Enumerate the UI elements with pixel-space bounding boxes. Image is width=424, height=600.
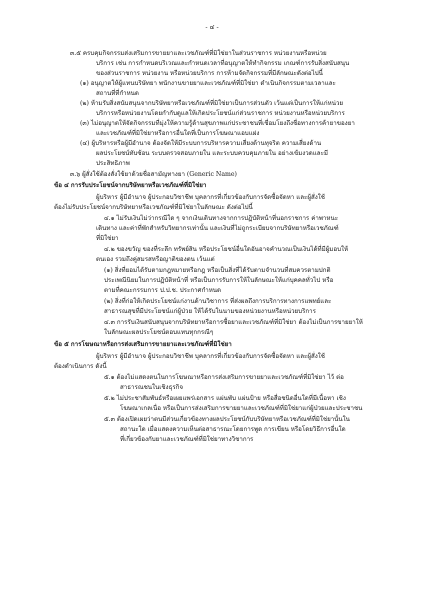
clause-5-1-line-2: สาธารณชนในเชิงธุรกิจ [120,384,184,391]
clause-3-5-line-2: บริการ เช่น การกำหนดบริเวณและกำหนดเวลาที่อนุญาตให้ทำกิจกรรม เกณฑ์การรับสิ่งสนับสนุน [96,60,350,67]
section-5-intro-line-2: ต้องดำเนินการ ดังนี้ [54,363,107,370]
clause-3-5-line-3: ของส่วนราชการ หน่วยงาน หรือหน่วยบริการ การห้ามจัดกิจกรรมที่มีลักษณะดังต่อไปนี้ [96,70,323,77]
clause-4-1-line-1: ๔.๑ ไม่รับเงินไม่ว่ากรณีใด ๆ จากเงินเดินทางจากการปฏิบัติหน้าที่นอกราชการ ค่าพาหนะ [104,215,339,222]
clause-4-3-line-1: ๔.๓ การรับเงินสนับสนุนจากบริษัทยาหรือการซื้อยาและเวชภัณฑ์ที่มิใช่ยา ต้องไม่เป็นการขายยาให้ [104,319,363,326]
clause-5-3-line-1: ๕.๓ ต้องเปิดเผยว่าตนมีส่วนเกี่ยวข้องทางผลประโยชน์กับบริษัทยาหรือเวชภัณฑ์ที่มิใช่ยานั้นใน [104,416,350,423]
clause-4-1-line-2: เดินทาง และค่าที่พักสำหรับวิทยากรเท่านั้น และเงินที่ไม่ถูกระเบียบจากบริษัทยาหรือเวชภัณฑ์ [96,225,339,232]
clause-3-5-item-3-line-1: (๓) ไม่อนุญาตให้จัดกิจกรรมที่มุ่งให้ความรู้ด้านสุขภาพแก่ประชาชนที่เชื่อมโยงถึงชื่อทางการค้ายาของยา [80,120,355,127]
clause-4-2-item-1-line-2: ประเพณีนิยมในการปฏิบัติหน้าที่ หรือเป็นการรับการให้ในลักษณะให้แก่บุคคลทั่วไป หรือ [104,277,334,284]
clause-3-6: ๓.๖ ผู้สั่งใช้ต้องสั่งใช้ยาด้วยชื่อสามัญทางยา (Generic Name) [70,171,237,178]
section-4-intro-line-1: ผู้บริหาร ผู้มีอำนาจ ผู้ประกอบวิชาชีพ บุคลากรที่เกี่ยวข้องกับการจัดซื้อจัดหา และผู้สั่งใช้ [96,194,325,201]
clause-3-5-item-4-line-2: ผลประโยชน์ทับซ้อน ระบบตรวจสอบภายใน และระบบควบคุมภายใน อย่างเข้มงวดและมี [96,150,328,157]
clause-4-2-item-2-line-2: สาธารณสุขที่มีประโยชน์แก่ผู้ป่วย ให้ได้รับในนามของหน่วยงานหรือหน่วยบริการ [104,308,316,315]
clause-4-2-line-2: ตนเอง รวมถึงคู่สมรสหรือญาติของตน เว้นแต่ [96,256,215,263]
section-5-title: ข้อ ๕ การโฆษณาหรือการส่งเสริมการขายยาและเวชภัณฑ์ที่มิใช่ยา [54,341,232,348]
clause-5-2-line-2: โฆษณาเกลเนื่อ หรือเป็นการส่งเสริมการขายยาและเวชภัณฑ์ที่มิใช่ยาแก่ผู้ป่วยและประชาชน [120,405,363,412]
clause-3-5-item-1-line-2: สถานที่ที่กำหนด [96,90,139,97]
clause-3-5-line-1: ๓.๕ ครบคุมกิจกรรมส่งเสริมการขายยาและเวชภัณฑ์ที่มิใช่ยาในส่วนราชการ หน่วยงานหรือหน่วย [70,50,327,57]
clause-4-3-line-2: ในลักษณะผลประโยชน์ตอบแทนทุกกรณีๆ [104,329,214,336]
clause-5-3-line-3: ที่เกี่ยวข้องกับยาและเวชภัณฑ์ที่มิใช่ยาทางวิชาการ [120,436,254,443]
clause-3-5-item-1-line-1: (๑) อนุญาตให้ผู้แทนบริษัทยา พนักงานขายยาและเวชภัณฑ์ที่มิใช่ยา ดำเนินกิจกรรมตามเวลาและ [80,80,336,87]
clause-3-5-item-2-line-1: (๒) ห้ามรับสิ่งสนับสนุนจากบริษัทยาหรือเวชภัณฑ์ที่มิใช่ยาเป็นการส่วนตัว เว้นแต่เป็นการให้แก่หน่วย [80,100,344,107]
clause-5-1-line-1: ๕.๑ ต้องไม่แสดงตนในการโฆษณาหรือการส่งเสริมการขายยาและเวชภัณฑ์ที่มิใช่ยา ไว้ ต่อ [104,374,344,381]
clause-4-2-line-1: ๔.๒ ของขวัญ ของที่ระลึก ทรัพย์สิน หรือประโยชน์อื่นใดอันอาจคำนวณเป็นเงินได้ที่มีผู้มอบให้ [104,246,349,253]
clause-3-5-item-2-line-2: บริการหรือหน่วยงานโดยกำกับดูแลให้เกิดประโยชน์แก่ส่วนราชการ หน่วยงานหรือหน่วยบริการ [96,110,345,117]
clause-3-5-item-4-line-3: ประสิทธิภาพ [96,160,130,167]
page-number: - ๔ - [205,23,219,31]
clause-4-1-line-3: ที่มิใช่ยา [96,235,119,242]
clause-3-5-item-4-line-1: (๔) ผู้บริหารหรือผู้มีอำนาจ ต้องจัดให้มีระบบการบริหารความเสี่ยงด้านทุจริต ความเสี่ยงด้าน [80,140,322,147]
clause-4-2-item-2-line-1: (๒) สิ่งที่ก่อให้เกิดประโยชน์แก่งานด้านวิชาการ ที่ส่งผลถึงการบริการทางการแพทย์และ [104,298,332,305]
section-4-intro-line-2: ต้องไม่รับประโยชน์จากบริษัทยาหรือเวชภัณฑ์ที่มิใช่ยาในลักษณะ ดังต่อไปนี้ [54,204,253,211]
clause-5-3-line-2: สถานะใด เมื่อแสดงความเห็นต่อสาธารณะโดยการพูด การเขียน หรือโดยวิธีการอื่นใด [120,426,346,433]
section-5-intro-line-1: ผู้บริหาร ผู้มีอำนาจ ผู้ประกอบวิชาชีพ บุคลากรที่เกี่ยวข้องกับการจัดซื้อจัดหา และผู้สั่งใช้ [96,353,325,360]
clause-5-2-line-1: ๕.๒ ไม่ประชาสัมพันธ์หรือเผยแพร่เอกสาร แผ่นพับ แผ่นป้าย หรือสื่อชนิดอื่นใดที่มีเนื้อหา เชิง [104,395,346,402]
clause-4-2-item-1-line-3: ตามที่คณะกรรมการ ป.ป.ช. ประกาศกำหนด [104,287,222,294]
clause-4-2-item-1-line-1: (๑) สิ่งที่ยอมได้รับตามกฎหมายหรือกฎ หรือเป็นสิ่งที่ได้รับตามจำนวนที่สมควรตามปกติ [104,267,331,274]
clause-3-5-item-3-line-2: และเวชภัณฑ์ที่มิใช่ยาหรือการอื่นใดที่เป็นการโฆษณาแอบแฝง [96,130,260,137]
section-4-title: ข้อ ๔ การรับประโยชน์จากบริษัทยาหรือเวชภัณฑ์ที่มิใช่ยา [54,182,207,189]
